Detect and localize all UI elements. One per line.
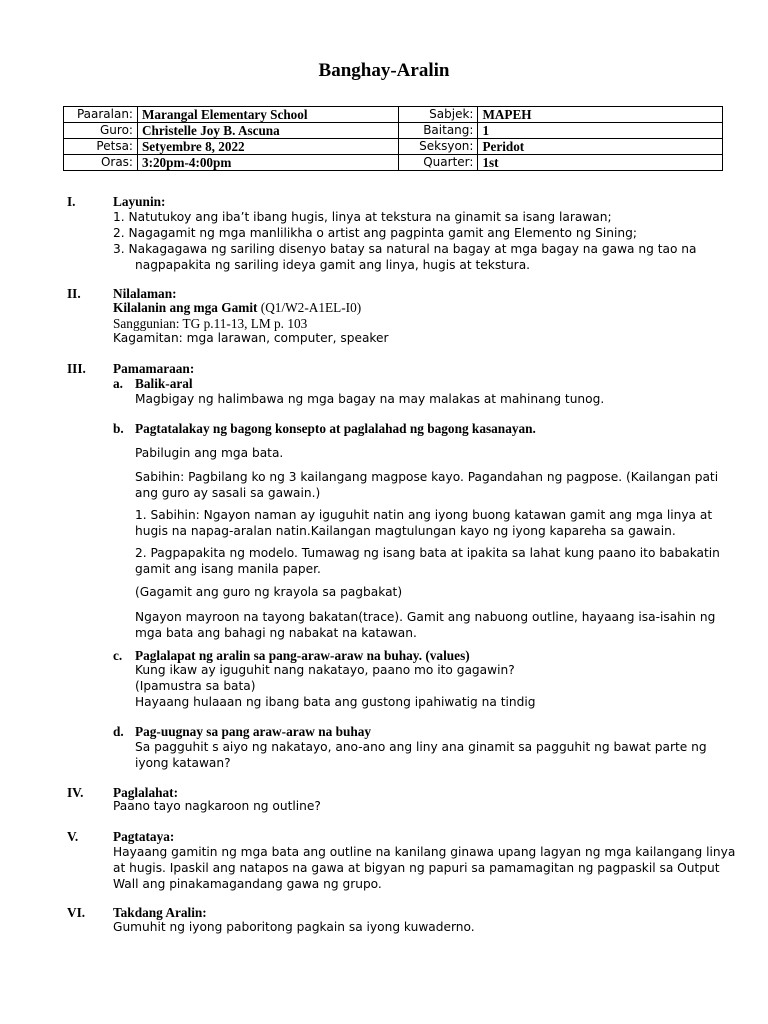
section-number: II. bbox=[67, 286, 81, 301]
info-label: Quarter: bbox=[399, 155, 478, 171]
info-table bbox=[63, 106, 723, 171]
paragraph-line: 2. Pagpapakita ng modelo. Tumawag ng isang bata at ipakita sa lahat kung paano ito babakatin bbox=[135, 546, 720, 560]
subsection-heading: Pag-uugnay sa pang araw-araw na buhay bbox=[135, 724, 372, 739]
section-heading: Takdang Aralin: bbox=[113, 905, 207, 920]
subsection-letter: b. bbox=[113, 421, 124, 436]
info-label: Oras: bbox=[64, 155, 138, 171]
paragraph-line: at hugis. Ipaskil ang natapos na gawa at bigyan ng papuri sa pamamagitan ng pagpaskil sa Output bbox=[113, 861, 720, 875]
reference-line: Sanggunian: TG p.11-13, LM p. 103 bbox=[113, 316, 308, 331]
section-number: VI. bbox=[67, 905, 86, 920]
paragraph-line: Gumuhit ng iyong paboritong pagkain sa iyong kuwaderno. bbox=[113, 920, 475, 934]
info-label: Petsa: bbox=[64, 139, 138, 155]
topic-code: (Q1/W2-A1EL-I0) bbox=[257, 300, 362, 315]
info-label: Sabjek: bbox=[399, 107, 478, 123]
section-heading: Paglalahat: bbox=[113, 785, 179, 800]
info-value: Setyembre 8, 2022 bbox=[137, 139, 399, 155]
paragraph-line: hugis na napag-aralan natin.Kailangan magtulungan kayo ng iyong kapareha sa gawain. bbox=[135, 524, 676, 538]
paragraph-line: iyong katawan? bbox=[135, 756, 231, 770]
materials-line: Kagamitan: mga larawan, computer, speaker bbox=[113, 331, 389, 345]
paragraph-line: Ngayon mayroon na tayong bakatan(trace). Gamit ang nabuong outline, hayaang isa-isahin ng bbox=[135, 610, 716, 624]
document-title: Banghay-Aralin bbox=[318, 60, 450, 81]
subsection-letter: c. bbox=[113, 648, 123, 663]
section-number: V. bbox=[67, 829, 79, 844]
objective-item: 2. Nagagamit ng mga manlilikha o artist ang pagpinta gamit ang Elemento ng Sining; bbox=[113, 226, 637, 240]
subsection-letter: a. bbox=[113, 376, 123, 391]
objective-item-continued: nagpapakita ng sariling ideya gamit ang linya, hugis at tekstura. bbox=[135, 258, 531, 272]
paragraph-line: Hayaang gamitin ng mga bata ang outline na kanilang ginawa upang lagyan ng mga kailangang linya bbox=[113, 845, 736, 859]
info-label: Baitang: bbox=[399, 123, 478, 139]
subsection-letter: d. bbox=[113, 724, 124, 739]
topic-title: Kilalanin ang mga Gamit bbox=[113, 300, 258, 315]
info-value: 1 bbox=[478, 123, 723, 139]
info-label: Paaralan: bbox=[64, 107, 138, 123]
info-value: MAPEH bbox=[478, 107, 723, 123]
objective-item: 1. Natutukoy ang iba’t ibang hugis, linya at tekstura na ginamit sa isang larawan; bbox=[113, 210, 612, 224]
section-heading: Pamamaraan: bbox=[113, 361, 195, 376]
paragraph-line: Sa pagguhit s aiyo ng nakatayo, ano-ano ang liny ana ginamit sa pagguhit ng bawat parte ng bbox=[135, 740, 707, 754]
info-value: Marangal Elementary School bbox=[137, 107, 399, 123]
paragraph-line: Hayaang hulaaan ng ibang bata ang gustong ipahiwatig na tindig bbox=[135, 695, 536, 709]
info-label: Guro: bbox=[64, 123, 138, 139]
paragraph-line: mga bata ang bahagi ng nabakat na katawan. bbox=[135, 626, 417, 640]
section-number: III. bbox=[67, 361, 86, 376]
topic-line bbox=[113, 300, 361, 316]
paragraph-line: Pabilugin ang mga bata. bbox=[135, 446, 284, 460]
section-number: I. bbox=[67, 194, 76, 209]
section-number: IV. bbox=[67, 785, 84, 800]
section-heading: Pagtataya: bbox=[113, 829, 175, 844]
paragraph-line: (Gagamit ang guro ng krayola sa pagbakat) bbox=[135, 585, 403, 599]
info-value: Peridot bbox=[478, 139, 723, 155]
info-row bbox=[64, 123, 723, 139]
paragraph-line: Sabihin: Pagbilang ko ng 3 kailangang magpose kayo. Pagandahan ng pagpose. (Kailangan pati bbox=[135, 470, 719, 484]
paragraph-line: (Ipamustra sa bata) bbox=[135, 679, 256, 693]
subsection-heading: Balik-aral bbox=[135, 376, 193, 391]
info-value: 3:20pm-4:00pm bbox=[137, 155, 399, 171]
objective-item: 3. Nakagagawa ng sariling disenyo batay sa natural na bagay at mga bagay na gawa ng tao na bbox=[113, 242, 697, 256]
info-label: Seksyon: bbox=[399, 139, 478, 155]
info-row bbox=[64, 155, 723, 171]
paragraph-line: Wall ang pinakamagandang gawa ng grupo. bbox=[113, 877, 382, 891]
subsection-heading: Paglalapat ng aralin sa pang-araw-araw na buhay. (values) bbox=[135, 648, 470, 663]
info-row bbox=[64, 139, 723, 155]
paragraph-line: 1. Sabihin: Ngayon naman ay iguguhit natin ang iyong buong katawan gamit ang mga linya at bbox=[135, 508, 713, 522]
paragraph-line: gamit ang isang manila paper. bbox=[135, 562, 321, 576]
paragraph-line: ang guro ay sasali sa gawain.) bbox=[135, 486, 321, 500]
info-row bbox=[64, 107, 723, 123]
section-heading: Layunin: bbox=[113, 194, 166, 209]
paragraph-line: Magbigay ng halimbawa ng mga bagay na may malakas at mahinang tunog. bbox=[135, 392, 605, 406]
section-heading: Nilalaman: bbox=[113, 286, 177, 301]
paragraph-line: Kung ikaw ay iguguhit nang nakatayo, paano mo ito gagawin? bbox=[135, 663, 515, 677]
subsection-heading: Pagtatalakay ng bagong konsepto at paglalahad ng bagong kasanayan. bbox=[135, 421, 536, 436]
info-value: Christelle Joy B. Ascuna bbox=[137, 123, 399, 139]
info-value: 1st bbox=[478, 155, 723, 171]
paragraph-line: Paano tayo nagkaroon ng outline? bbox=[113, 799, 321, 813]
